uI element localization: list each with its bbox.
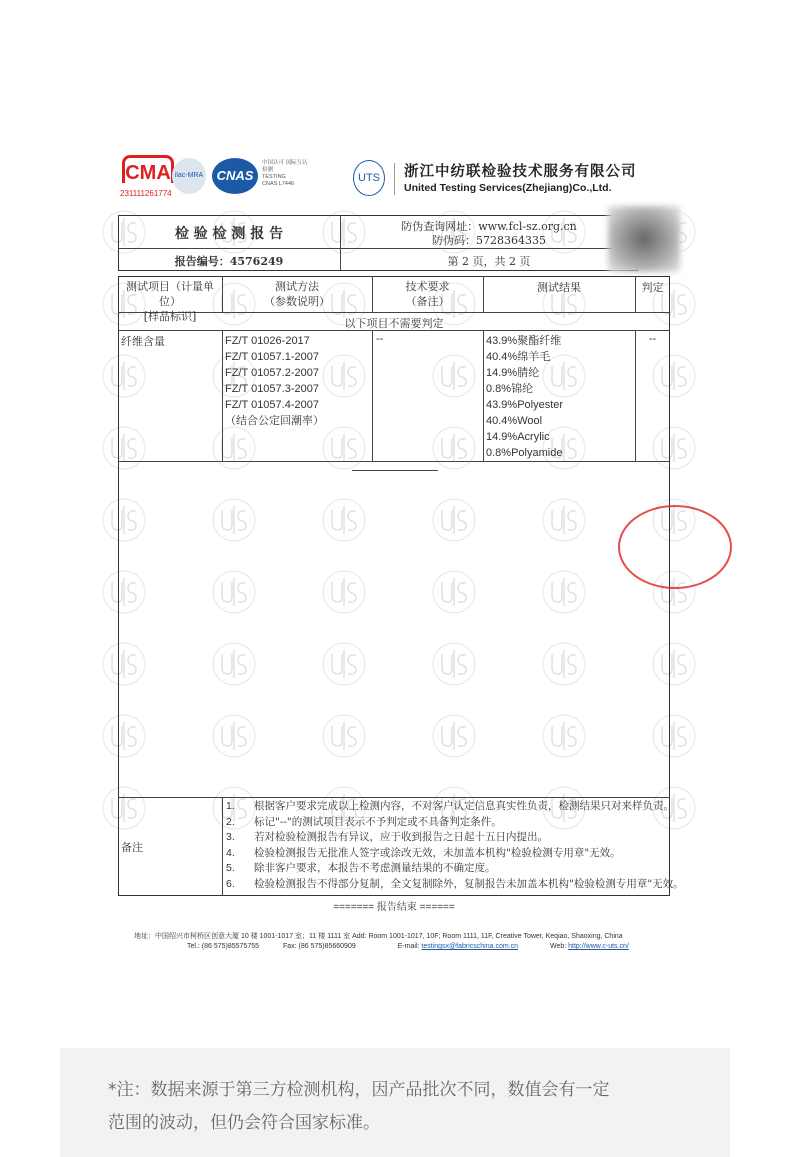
email-label: E-mail: bbox=[397, 943, 422, 950]
divider bbox=[222, 797, 223, 896]
header-line: 技术要求 bbox=[405, 280, 450, 293]
method: FZ/T 01057.1-2007 bbox=[225, 351, 319, 363]
method: FZ/T 01057.3-2007 bbox=[225, 383, 319, 395]
end-line bbox=[352, 470, 438, 471]
note-number: 5. bbox=[226, 862, 235, 874]
header-line: （备注） bbox=[405, 295, 450, 308]
result: 14.9%Acrylic bbox=[486, 431, 550, 443]
method-note: （结合公定回潮率） bbox=[225, 414, 324, 427]
cnas-text bbox=[262, 160, 312, 188]
note-number: 1. bbox=[226, 800, 235, 812]
result: 43.9%聚酯纤维 bbox=[486, 335, 562, 347]
divider bbox=[222, 330, 223, 461]
header-requirement bbox=[372, 279, 483, 309]
note bbox=[226, 830, 684, 846]
cnas-logo bbox=[212, 158, 258, 194]
item-fiber-content: 纤维含量 bbox=[121, 335, 165, 348]
divider bbox=[635, 330, 636, 461]
note-number: 6. bbox=[226, 877, 235, 890]
uts-text: UTS bbox=[358, 172, 380, 184]
email-link[interactable]: testingsx@fabricschina.com.cn bbox=[421, 943, 519, 950]
result-list bbox=[486, 333, 563, 461]
note bbox=[226, 799, 684, 815]
cnas-cn: 中国认可 国际互认 检测 bbox=[262, 160, 308, 173]
ilac-mra-logo bbox=[172, 158, 206, 194]
report-end-mark: ======= 报告结束 ====== bbox=[333, 902, 455, 913]
cnas-no: CNAS L7446 bbox=[262, 181, 295, 187]
disclaimer-line-2: 范围的波动，但仍会符合国家标准。 bbox=[108, 1113, 380, 1133]
result: 0.8%Polyamide bbox=[486, 447, 563, 459]
header-line: [样品标识] bbox=[143, 310, 197, 323]
cnas-text-logo: CNAS bbox=[216, 168, 254, 183]
fax: Fax: (86 575)85660909 bbox=[282, 943, 356, 950]
note-text: 根据客户要求完成以上检测内容，不对客户认定信息真实性负责，检测结果只对来样负责。 bbox=[254, 800, 674, 812]
notes-label: 备注 bbox=[121, 841, 143, 854]
cnas-testing: TESTING bbox=[262, 174, 286, 180]
report-title: 检 验 检 测 报 告 bbox=[174, 226, 284, 242]
anti-fake-url: 防伪查询网址：www.fcl-sz.org.cn bbox=[401, 220, 577, 233]
note-text: 检验检测报告无批准人签字或涂改无效，未加盖本机构"检验检测专用章"无效。 bbox=[254, 846, 621, 859]
result: 43.9%Polyester bbox=[486, 399, 564, 411]
divider bbox=[483, 330, 484, 461]
note-text: 除非客户要求，本报告不考虑测量结果的不确定度。 bbox=[254, 862, 496, 874]
disclaimer-line-1: *注：数据来源于第三方检测机构，因产品批次不同，数值会有一定 bbox=[108, 1080, 610, 1100]
divider bbox=[118, 461, 670, 462]
qr-code-blurred bbox=[608, 206, 680, 272]
notes-list bbox=[226, 799, 684, 892]
note-text: 标记"--"的测试项目表示不予判定或不具备判定条件。 bbox=[254, 815, 502, 828]
header-line: 测试方法 bbox=[275, 280, 319, 293]
uts-logo bbox=[353, 160, 385, 196]
requirement: -- bbox=[376, 333, 384, 345]
method: FZ/T 01057.2-2007 bbox=[225, 367, 319, 379]
result: 40.4%绵羊毛 bbox=[486, 351, 551, 363]
note-number: 2. bbox=[226, 815, 235, 828]
note bbox=[226, 877, 684, 893]
note-number: 4. bbox=[226, 846, 235, 859]
cma-logo bbox=[122, 155, 174, 183]
method-list bbox=[225, 333, 324, 429]
divider bbox=[372, 330, 373, 461]
contact-line bbox=[187, 943, 629, 950]
header-judgement: 判定 bbox=[641, 281, 664, 294]
note-text: 检验检测报告不得部分复制，全文复制除外，复制报告未加盖本机构"检验检测专用章"无效。 bbox=[254, 877, 684, 890]
ilac-text: ilac-MRA bbox=[174, 172, 204, 179]
method: FZ/T 01026-2017 bbox=[225, 335, 310, 347]
web-link[interactable]: http://www.c-uts.cn/ bbox=[568, 943, 629, 950]
header-line: （参数说明） bbox=[264, 295, 330, 308]
header-result: 测试结果 bbox=[537, 281, 581, 294]
company-name-en: United Testing Services(Zhejiang)Co.,Ltd. bbox=[404, 182, 612, 194]
note-number: 3. bbox=[226, 831, 235, 843]
anti-fake-code: 防伪码：5728364335 bbox=[432, 234, 546, 247]
judgement: -- bbox=[648, 333, 657, 345]
company-name-cn: 浙江中纺联检验技术服务有限公司 bbox=[404, 164, 637, 180]
disclaimer-box bbox=[60, 1048, 730, 1157]
address-line: 地址：中国绍兴市柯桥区创意大厦 10 楼 1001-1017 室；11 楼 1111 室 Add: Room 1001-1017, 10F; Room 1111, 11F, Creative Tower, Keqiao, Shaoxing, China bbox=[134, 933, 623, 940]
header-line: 测试项目（计量单位） bbox=[126, 280, 214, 308]
no-judgement-row: 以下项目不需要判定 bbox=[344, 317, 444, 330]
result: 0.8%锦纶 bbox=[486, 383, 534, 395]
report-number: 报告编号：4576249 bbox=[174, 255, 284, 268]
divider bbox=[118, 797, 670, 798]
divider bbox=[118, 248, 638, 249]
header-test-method bbox=[222, 279, 372, 309]
tel: Tel.: (86 575)85575755 bbox=[187, 943, 259, 950]
red-seal-stamp bbox=[618, 505, 732, 589]
page-number: 第 2 页，共 2 页 bbox=[447, 255, 531, 268]
result: 40.4%Wool bbox=[486, 415, 543, 427]
cma-text: CMA bbox=[125, 162, 171, 184]
web-label: Web: bbox=[549, 943, 569, 950]
logo-divider bbox=[394, 163, 395, 195]
result: 14.9%腈纶 bbox=[486, 367, 540, 379]
method: FZ/T 01057.4-2007 bbox=[225, 399, 319, 411]
note-text: 若对检验检测报告有异议，应于收到报告之日起十五日内提出。 bbox=[254, 831, 548, 843]
cma-number: 231111261774 bbox=[120, 189, 172, 198]
note bbox=[226, 846, 684, 862]
note bbox=[226, 815, 684, 831]
note bbox=[226, 861, 684, 877]
